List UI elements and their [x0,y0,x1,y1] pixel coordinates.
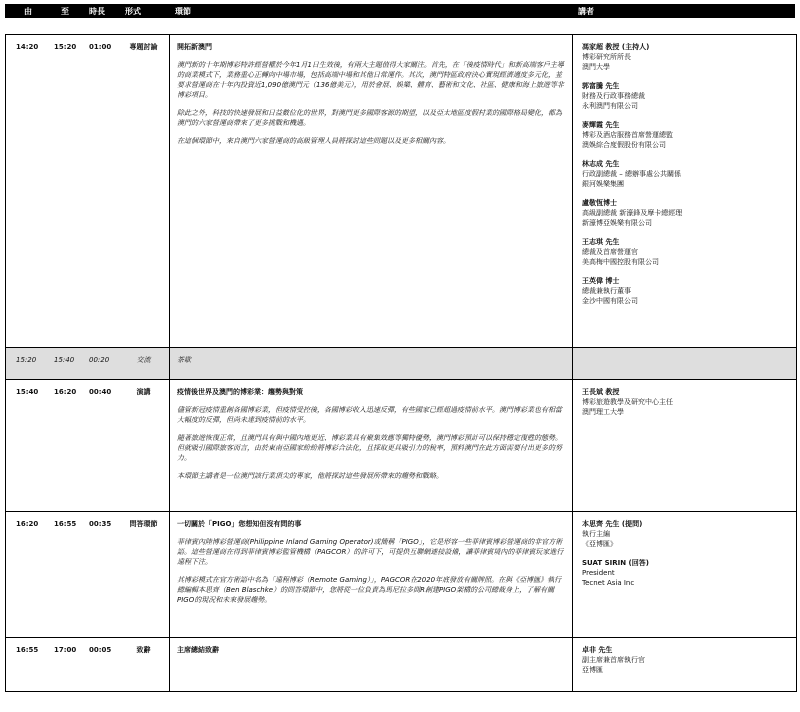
speaker [582,81,791,111]
speaker [582,519,791,549]
speaker-name: 王英偉 博士 [582,277,620,285]
speaker-affiliation: 行政副總裁 – 總辦事處公共關係 [582,170,681,178]
session-content [170,638,573,691]
speaker-affiliation: Tecnet Asia Inc [582,579,635,587]
session-description: 本環節主講者是一位澳門該行業頂尖的專家，他將探討這些發展所帶來的趨勢和戰略。 [177,472,443,480]
end-time: 15:40 [54,356,75,364]
session-title: 主席總結致辭 [177,646,219,654]
session-format: 專題討論 [118,35,170,347]
speaker-name: 麥輝霞 先生 [582,121,620,129]
session-description: 澳門新的十年期博彩特許經營權於今年1月1日生效後，有兩大主題值得大家關注。首先，在「後疫情時代」和新高端客戶主導的商業模式下，業務重心正轉向中場市場，包括高端中場和其他日常運作。其次，澳門特區政府決心實現經濟適度多元化，並要求營運商在十年內投資近1,090億澳門元（136億美元），用於會展、娛樂、體育、藝術和文化、社區、健康和海上旅遊等非博彩項目。 [177,61,564,99]
start-time: 15:20 [16,356,37,364]
speaker [582,198,791,228]
speaker [582,237,791,267]
speaker-affiliation: 總裁及首席營運官 [582,248,638,256]
speaker-name: 本思齊 先生 (提問) [582,520,643,528]
duration: 00:35 [89,520,112,528]
speaker [582,558,791,588]
session-content [170,35,573,347]
speaker [582,42,791,72]
header-session: 環節 [175,7,191,16]
speaker-name: 盧敬恆博士 [582,199,617,207]
speaker-name: SUAT SIRIN (回答) [582,559,649,567]
speaker-affiliation: 財務及行政事務總裁 [582,92,645,100]
session-content [170,380,573,511]
speaker-list [573,638,795,691]
agenda-row [6,380,796,512]
session-format: 演講 [118,380,170,511]
speaker-affiliation: 執行主編 [582,530,610,538]
agenda-row [6,348,796,380]
start-time: 15:40 [16,388,39,396]
agenda-table [5,34,797,692]
speaker-list [573,512,795,637]
start-time: 16:55 [16,646,39,654]
speaker-affiliation: 澳門理工大學 [582,408,624,416]
session-title: 一切關於「PIGO」您想知但沒有問的事 [177,520,302,528]
agenda-row [6,35,796,348]
session-description: 儘管新冠疫情重創各國博彩業，但疫情受控後，各國博彩收入迅速反彈，有些國家已經超過疫情前水平。澳門博彩業也有相當大幅度的反彈，但尚未達到疫情前的水平。 [177,406,562,424]
header-format: 形式 [125,7,141,16]
session-title: 開拓新澳門 [177,43,212,51]
agenda-row [6,638,796,692]
duration: 00:20 [89,356,110,364]
speaker-list [573,348,795,379]
speaker-affiliation: President [582,569,615,577]
speaker-affiliation: 永利澳門有限公司 [582,102,638,110]
speaker [582,276,791,306]
header-to: 至 [61,7,69,16]
session-description: 在這個環節中，來自澳門六家營運商的高級管理人員將探討這些問題以及更多相關內容。 [177,137,450,145]
speaker-affiliation: 亞博匯 [582,666,603,674]
speaker-affiliation: 澳門大學 [582,63,610,71]
speaker [582,645,791,675]
session-content [170,348,573,379]
speaker-affiliation: 博彩及酒店服務首席營運總監 [582,131,673,139]
speaker-name: 郭富騰 先生 [582,82,620,90]
table-header [5,4,795,18]
start-time: 14:20 [16,43,39,51]
speaker-affiliation: 總裁兼執行董事 [582,287,631,295]
speaker [582,387,791,417]
end-time: 15:20 [54,43,77,51]
duration: 00:05 [89,646,112,654]
duration: 01:00 [89,43,112,51]
speaker-affiliation: 澳娛綜合度假股份有限公司 [582,141,666,149]
end-time: 16:20 [54,388,77,396]
session-description: 除此之外，科技的快速發展和日益數位化的世界，對澳門更多國際客源的期望，以及亞太地區度假村業的國際格局變化，都為澳門的六家營運商帶來了更多挑戰和機遇。 [177,109,562,127]
session-format: 交流 [118,348,170,379]
speaker-affiliation: 副主席兼首席執行官 [582,656,645,664]
session-description: 隨著旅遊恢復正常，且澳門具有與中國內地更近、博彩業具有聚集效應等獨特優勢，澳門博彩預計可以保持穩定復甦的態勢。但就吸引國際旅客而言，由於東南亞國家紛紛將博彩合法化，且採取更具吸引力的稅率，預料澳門在此方面需要付出更多的努力。 [177,434,562,462]
speaker-affiliation: 高級副總裁 新濠鋒及摩卡總經理 [582,209,683,217]
speaker-list [573,35,795,347]
session-title: 茶歇 [177,356,191,364]
end-time: 16:55 [54,520,77,528]
session-format: 問答環節 [118,512,170,637]
agenda-row [6,512,796,638]
speaker-name: 王志琪 先生 [582,238,620,246]
speaker-name: 王長斌 教授 [582,388,620,396]
speaker-affiliation: 美高梅中國控股有限公司 [582,258,659,266]
speaker-affiliation: 新濠博亞娛樂有限公司 [582,219,652,227]
speaker-name: 卓非 先生 [582,646,613,654]
speaker-affiliation: 銀河娛樂集團 [582,180,624,188]
header-from: 由 [24,7,32,16]
end-time: 17:00 [54,646,77,654]
speaker-affiliation: 博彩旅遊教學及研究中心主任 [582,398,673,406]
session-description: 其博彩模式在官方術語中名為「遠程博彩（Remote Gaming）」，PAGCOR在2020年底發放有關牌照。在與《亞博匯》執行總編輯本思齊（Ben Blaschke）的問答環節中，您將從一位負責為馬尼拉多間R創建PIGO架構的公司總裁身上，了解有關PIGO的現況和未來發展趨勢。 [177,576,562,604]
speaker [582,120,791,150]
header-duration: 時長 [89,7,105,16]
speaker-affiliation: 博彩研究所所長 [582,53,631,61]
start-time: 16:20 [16,520,39,528]
session-content [170,512,573,637]
speaker-list [573,380,795,511]
speaker-name: 林志成 先生 [582,160,620,168]
speaker [582,159,791,189]
session-format: 致辭 [118,638,170,691]
speaker-affiliation: 《亞博匯》 [582,540,617,548]
session-title: 疫情後世界及澳門的博彩業：趨勢與對策 [177,388,303,396]
speaker-affiliation: 金沙中國有限公司 [582,297,638,305]
duration: 00:40 [89,388,112,396]
speaker-name: 馮家超 教授 (主持人) [582,43,650,51]
session-description: 菲律賓內陸博彩營運商(Philippine Inland Gaming Operator)或簡稱「PIGO」，它是形容一些菲律賓博彩營運商的非官方術語。這些營運商在得到菲律賓博彩監管機構（PAGCOR）的許可下，可提供互聯網連接設備，讓菲律賓境內的菲律賓玩家進行遠程下注。 [177,538,564,566]
header-speakers: 講者 [578,7,594,16]
